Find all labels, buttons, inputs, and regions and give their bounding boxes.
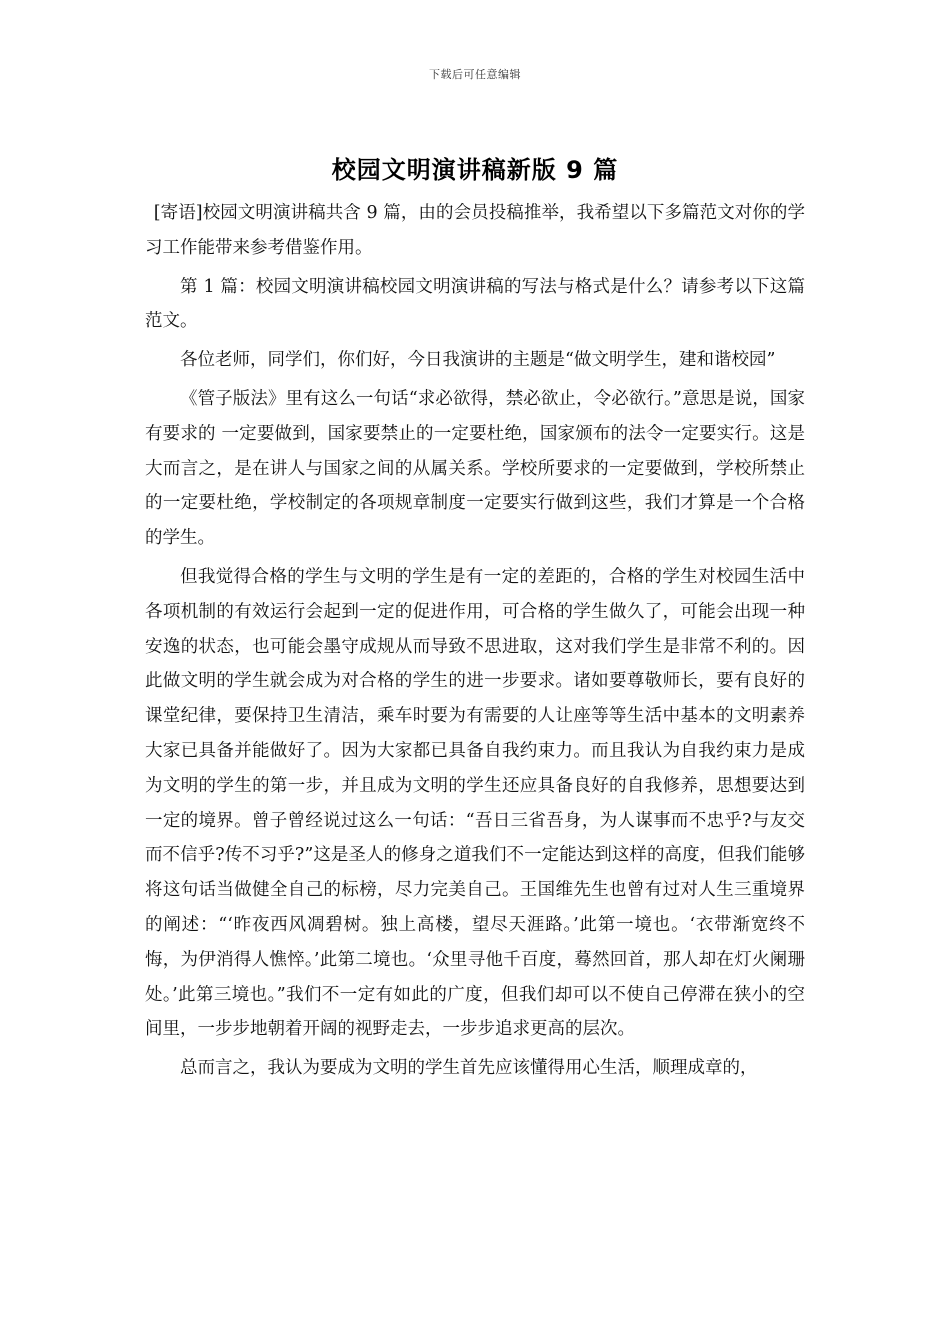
paragraph-3: 《管子版法》里有这么一句话“求必欲得，禁必欲止，令必欲行。”意思是说，国家有要求的 一定要做到，国家要禁止的一定要杜绝，国家颁布的法令一定要实行。这是大而言之，是在讲人与国家之间的从属关系。学校所要求的一定要做到，学校所禁止的一定要杜绝，学校制定的各项规章制度一定要实行做到这些，我们才算是一个合格的学生。	[145, 388, 805, 549]
header-note: 下载后可任意编辑	[429, 68, 521, 81]
paragraph-5: 总而言之，我认为要成为文明的学生首先应该懂得用心生活，顺理成章的，	[180, 1058, 758, 1079]
intro-paragraph: [寄语]校园文明演讲稿共含 9 篇，由的会员投稿推举，我希望以下多篇范文对你的学习工作能带来参考借鉴作用。	[145, 203, 805, 258]
document-body	[145, 196, 805, 1090]
document-title: 校园文明演讲稿新版 9 篇	[331, 156, 619, 184]
paragraph-4: 但我觉得合格的学生与文明的学生是有一定的差距的，合格的学生对校园生活中各项机制的有效运行会起到一定的促进作用，可合格的学生做久了，可能会出现一种安逸的状态，也可能会墨守成规从而导致不思进取，这对我们学生是非常不利的。因此做文明的学生就会成为对合格的学生的进一步要求。诸如要尊敬师长，要有良好的课堂纪律，要保持卫生清洁，乘车时要为有需要的人让座等等生活中基本的文明素养大家已具备并能做好了。因为大家都已具备自我约束力。而且我认为自我约束力是成为文明的学生的第一步，并且成为文明的学生还应具备良好的自我修养，思想要达到一定的境界。曾子曾经说过这么一句话：“吾日三省吾身，为人谋事而不忠乎?与友交而不信乎?传不习乎?”这是圣人的修身之道我们不一定能达到这样的高度，但我们能够将这句话当做健全自己的标榜，尽力完美自己。王国维先生也曾有过对人生三重境界的阐述：“‘昨夜西风凋碧树。独上高楼，望尽天涯路。’此第一境也。‘衣带渐宽终不悔，为伊消得人憔悴。’此第二境也。‘众里寻他千百度，蓦然回首，那人却在灯火阑珊处。’此第三境也。”我们不一定有如此的广度，但我们却可以不使自己停滞在狭小的空间里，一步步地朝着开阔的视野走去，一步步追求更高的层次。	[145, 566, 805, 1040]
paragraph-1: 第 1 篇：校园文明演讲稿校园文明演讲稿的写法与格式是什么？请参考以下这篇范文。	[145, 276, 805, 332]
paragraph-2: 各位老师，同学们，你们好，今日我演讲的主题是“做文明学生，建和谐校园”	[180, 350, 776, 371]
